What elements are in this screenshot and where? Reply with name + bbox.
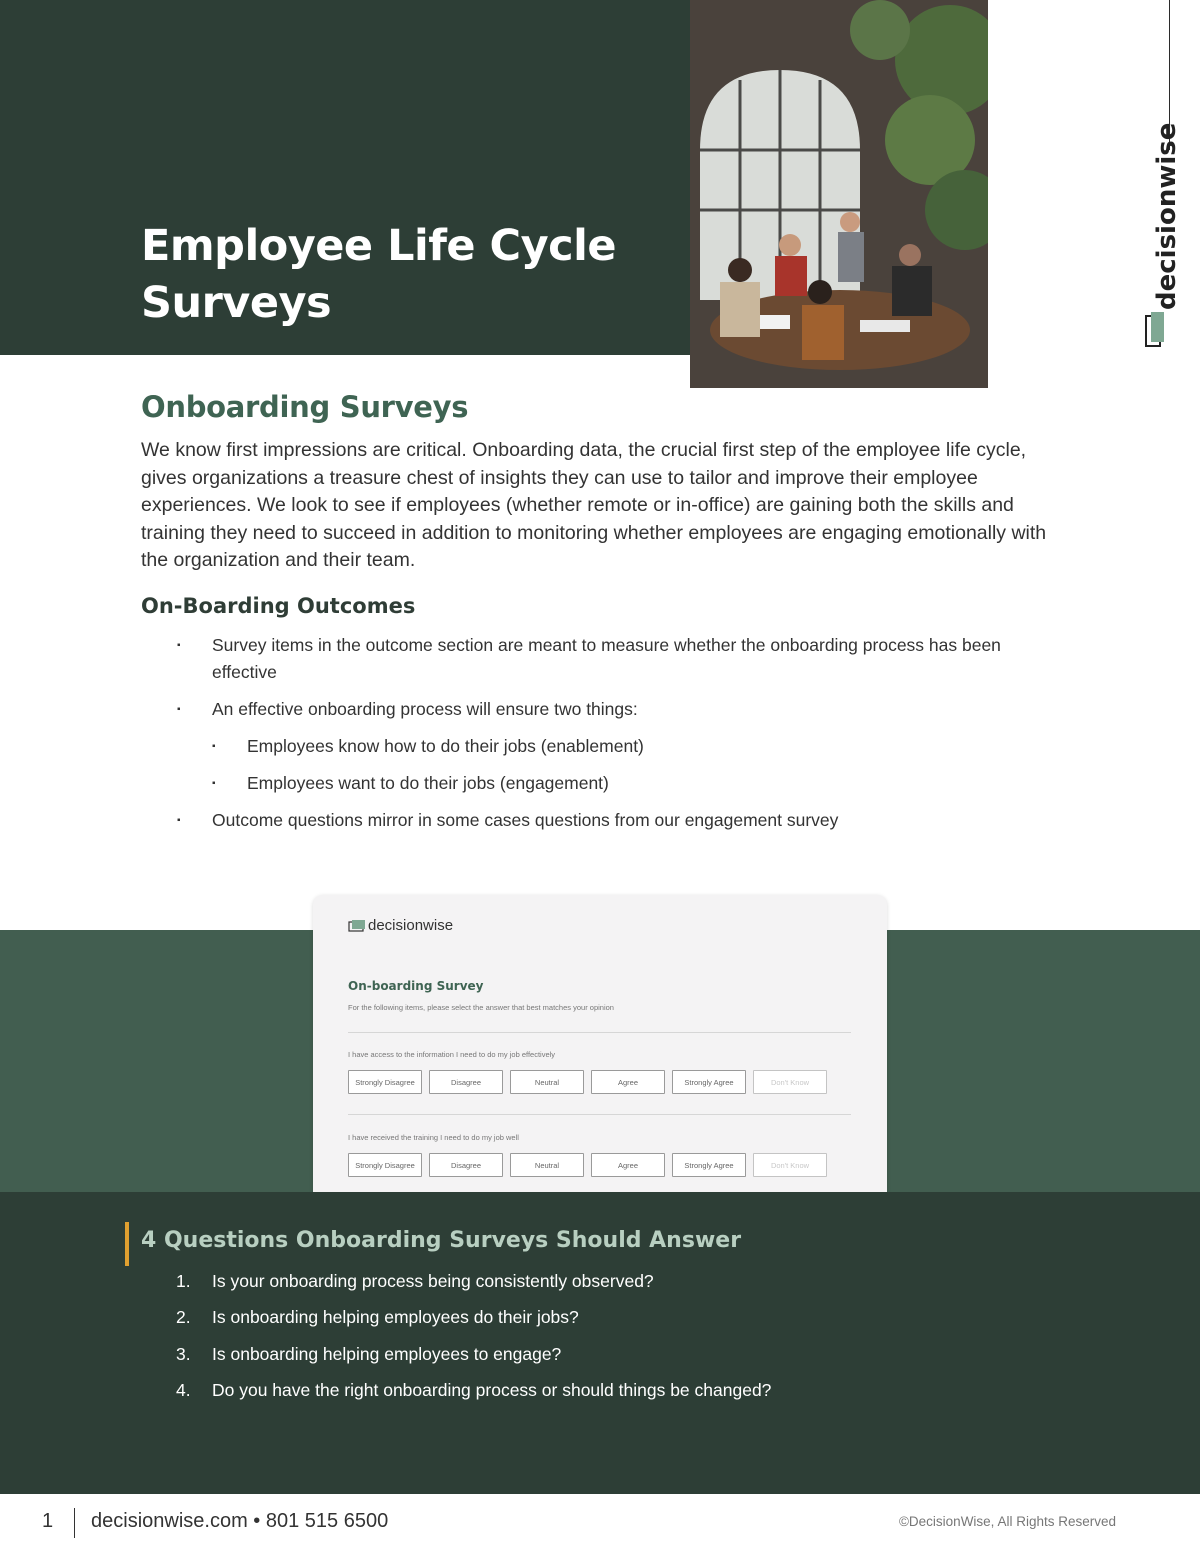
page-title	[141, 218, 661, 332]
survey-preview-card	[313, 895, 887, 1192]
option-strongly-agree[interactable]: Strongly Agree	[672, 1153, 746, 1177]
outcomes-title: On-Boarding Outcomes	[141, 594, 416, 618]
option-disagree[interactable]: Disagree	[429, 1153, 503, 1177]
option-strongly-disagree[interactable]: Strongly Disagree	[348, 1070, 422, 1094]
answer-options	[348, 1070, 827, 1094]
onboarding-title: Onboarding Surveys	[141, 390, 469, 424]
list-text: Is onboarding helping employees do their jobs?	[212, 1307, 579, 1328]
divider	[348, 1032, 851, 1033]
divider	[348, 1114, 851, 1115]
list-text: Is onboarding helping employees to engage?	[212, 1343, 562, 1364]
list-item: ▪ An effective onboarding process will ensure two things:	[141, 696, 1051, 723]
option-strongly-agree[interactable]: Strongly Agree	[672, 1070, 746, 1094]
onboarding-intro: We know first impressions are critical. Onboarding data, the crucial first step of the employee life cycle, gives organizations a treasure chest of insights they can use to tailor and improve their employee experiences. We look to see if employees (whether remote or in-office) are gaining both the skills and training they need to succeed in addition to monitoring whether employees are engaging emotionally with the organization and their team.	[141, 439, 1047, 571]
footer-divider	[74, 1508, 75, 1538]
list-item	[141, 1377, 1041, 1413]
list-item: ▪ Employees know how to do their jobs (enablement)	[141, 733, 1051, 760]
list-number: 4.	[176, 1379, 191, 1400]
page-title-line1: Employee Life Cycle	[141, 221, 617, 271]
decisionwise-logo-icon	[348, 919, 366, 933]
survey-title: On-boarding Survey	[348, 979, 484, 993]
option-neutral[interactable]: Neutral	[510, 1153, 584, 1177]
card-logo-text: decisionwise	[368, 917, 454, 934]
decisionwise-logo-icon	[1144, 310, 1166, 348]
option-disagree[interactable]: Disagree	[429, 1070, 503, 1094]
accent-bar	[125, 1222, 129, 1266]
list-number: 1.	[176, 1271, 191, 1291]
survey-question: I have access to the information I need to do my job effectively	[348, 1050, 556, 1059]
page-title-line2: Surveys	[141, 278, 332, 328]
list-item	[141, 1341, 1041, 1377]
list-text: Do you have the right onboarding process or should things be changed?	[212, 1379, 772, 1400]
answer-options	[348, 1153, 827, 1177]
option-neutral[interactable]: Neutral	[510, 1070, 584, 1094]
list-item	[141, 1268, 1041, 1304]
option-agree[interactable]: Agree	[591, 1153, 665, 1177]
option-dont-know[interactable]: Don't Know	[753, 1070, 827, 1094]
option-dont-know[interactable]: Don't Know	[753, 1153, 827, 1177]
footer-contact[interactable]: decisionwise.com • 801 515 6500	[91, 1510, 389, 1532]
list-number: 3.	[176, 1343, 191, 1364]
vertical-brand-logo	[1140, 122, 1190, 350]
option-agree[interactable]: Agree	[591, 1070, 665, 1094]
outcomes-list	[141, 632, 1051, 844]
list-item	[141, 1304, 1041, 1340]
option-strongly-disagree[interactable]: Strongly Disagree	[348, 1153, 422, 1177]
list-text: Is your onboarding process being consistently observed?	[212, 1271, 654, 1291]
office-meeting-photo	[690, 0, 988, 388]
survey-question: I have received the training I need to do my job well	[348, 1133, 519, 1142]
page-number: 1	[42, 1510, 54, 1532]
list-number: 2.	[176, 1307, 191, 1328]
list-item: ▪ Employees want to do their jobs (engagement)	[141, 770, 1051, 797]
list-item: ▪ Survey items in the outcome section are meant to measure whether the onboarding process has been effective	[141, 632, 1051, 686]
footer-copyright: ©DecisionWise, All Rights Reserved	[898, 1514, 1116, 1529]
questions-list	[141, 1268, 1041, 1413]
card-logo	[348, 917, 453, 934]
vertical-brand-name: decisionwise	[1152, 122, 1182, 310]
list-item: ▪ Outcome questions mirror in some cases questions from our engagement survey	[141, 807, 1051, 834]
questions-title: 4 Questions Onboarding Surveys Should Answer	[141, 1228, 742, 1253]
survey-instructions: For the following items, please select the answer that best matches your opinion	[348, 1003, 614, 1012]
